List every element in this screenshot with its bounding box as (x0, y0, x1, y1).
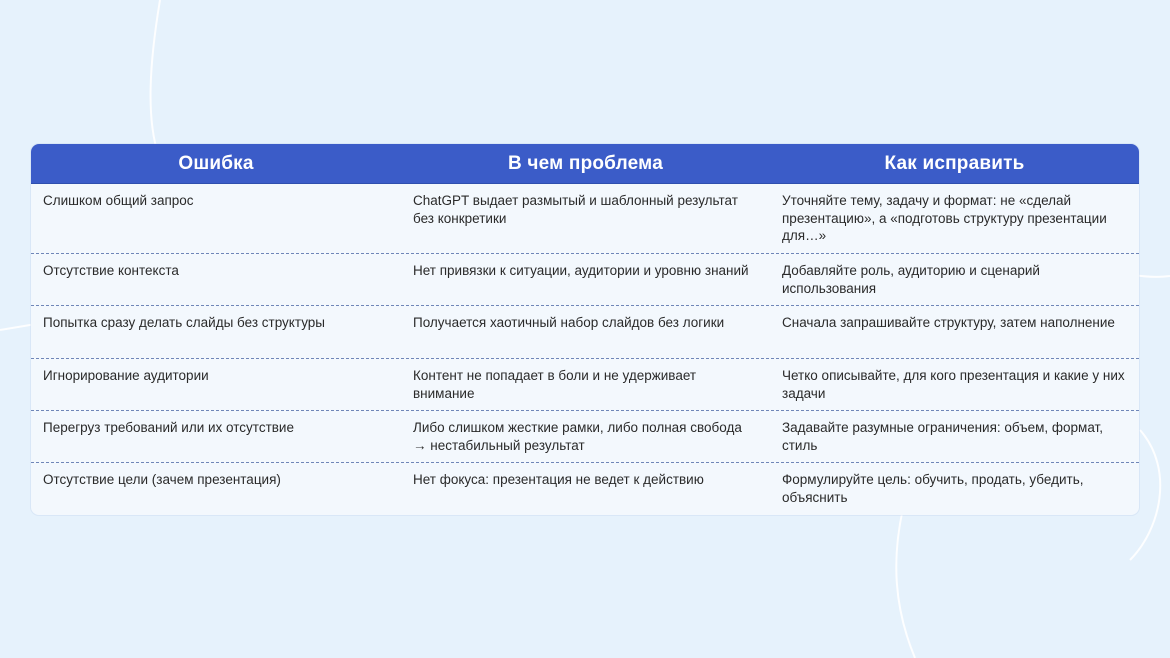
header-mistake: Ошибка (178, 152, 254, 174)
cell-mistake: Перегруз требований или их отсутствие (43, 420, 294, 435)
cell-fix: Сначала запрашивайте структуру, затем наполнение (782, 315, 1115, 330)
table-row (31, 254, 1139, 306)
cell-fix: Формулируйте цель: обучить, продать, убедить, объяснить (782, 472, 1084, 505)
cell-problem: Нет привязки к ситуации, аудитории и уровню знаний (413, 263, 749, 278)
table-row (31, 411, 1139, 463)
cell-problem: Контент не попадает в боли и не удерживает внимание (413, 368, 697, 401)
table-row (31, 184, 1139, 254)
cell-mistake: Отсутствие контекста (43, 263, 179, 278)
header-problem: В чем проблема (508, 152, 663, 174)
table-row (31, 306, 1139, 359)
cell-mistake: Слишком общий запрос (43, 193, 194, 208)
cell-problem: Нет фокуса: презентация не ведет к действию (413, 472, 704, 487)
cell-problem: Получается хаотичный набор слайдов без логики (413, 315, 725, 330)
cell-fix: Четко описывайте, для кого презентация и какие у них задачи (782, 368, 1125, 401)
table-row (31, 463, 1139, 515)
cell-fix: Задавайте разумные ограничения: объем, формат, стиль (782, 420, 1103, 453)
mistakes-table (31, 144, 1139, 515)
cell-mistake: Отсутствие цели (зачем презентация) (43, 472, 281, 487)
cell-problem: ChatGPT выдает размытый и шаблонный результат без конкретики (413, 193, 738, 226)
table-row (31, 359, 1139, 411)
cell-fix: Добавляйте роль, аудиторию и сценарий использования (782, 263, 1040, 296)
cell-mistake: Игнорирование аудитории (43, 368, 209, 383)
cell-fix: Уточняйте тему, задачу и формат: не «сделай презентацию», а «подготовь структуру презентации для…» (782, 193, 1107, 243)
header-fix: Как исправить (884, 152, 1025, 174)
cell-mistake: Попытка сразу делать слайды без структуры (43, 315, 325, 330)
cell-problem: Либо слишком жесткие рамки, либо полная свобода → нестабильный результат (413, 420, 742, 453)
table-header (31, 144, 1139, 184)
